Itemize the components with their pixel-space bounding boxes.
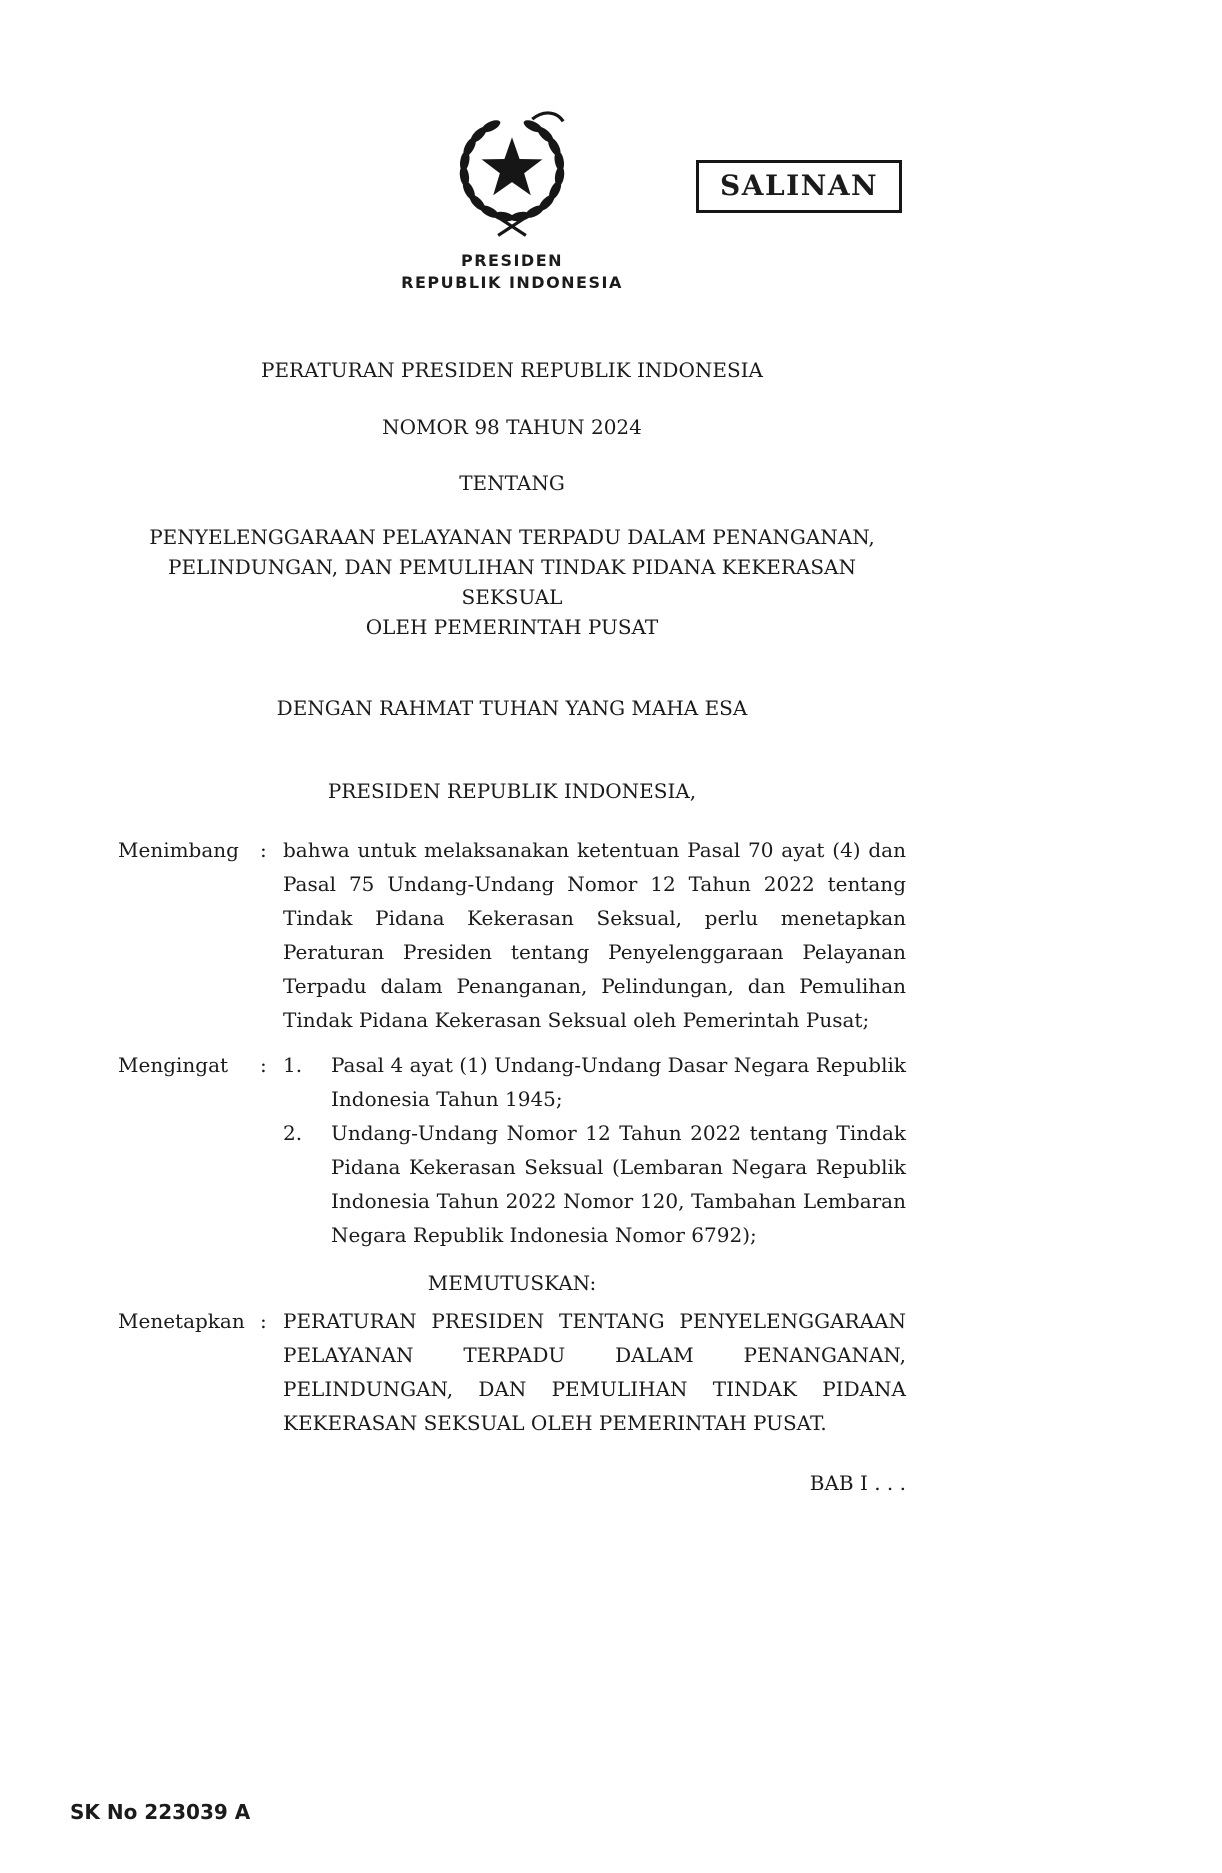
legal-item-text: Pasal 4 ayat (1) Undang-Undang Dasar Negara Republik Indonesia Tahun 1945; — [331, 1053, 906, 1111]
mengingat-colon: : — [260, 1053, 267, 1077]
emblem-wrap — [118, 103, 906, 247]
menetapkan-colon: : — [260, 1309, 267, 1333]
star-icon — [482, 137, 543, 195]
menetapkan-label: Menetapkan — [118, 1309, 245, 1333]
legal-item-number: 2. — [283, 1121, 303, 1145]
presidential-emblem-icon — [448, 103, 576, 242]
regulation-title: PERATURAN PRESIDEN REPUBLIK INDONESIA — [260, 358, 763, 382]
menimbang-colon: : — [260, 838, 267, 862]
legal-basis-item — [283, 1116, 906, 1252]
sk-document-number: SK No 223039 A — [70, 1800, 251, 1824]
menimbang-clause — [118, 833, 906, 1037]
page-continuation-marker: BAB I . . . — [809, 1471, 906, 1495]
letterhead-line1: PRESIDEN — [460, 251, 564, 270]
subject-line3: OLEH PEMERINTAH PUSAT — [365, 615, 659, 639]
subject-line1: PENYELENGGARAAN PELAYANAN TERPADU DALAM PENANGANAN, — [149, 525, 875, 549]
invocation-line: DENGAN RAHMAT TUHAN YANG MAHA ESA — [276, 696, 748, 720]
menimbang-label: Menimbang — [118, 838, 239, 862]
memutuskan-heading: MEMUTUSKAN: — [427, 1271, 597, 1295]
authority-line: PRESIDEN REPUBLIK INDONESIA, — [327, 779, 697, 803]
letterhead-line2: REPUBLIK INDONESIA — [401, 273, 623, 292]
tentang-heading: TENTANG — [459, 471, 565, 495]
regulation-number: NOMOR 98 TAHUN 2024 — [382, 415, 642, 439]
menimbang-text: bahwa untuk melaksanakan ketentuan Pasal 70 ayat (4) dan Pasal 75 Undang-Undang Nomor 12 Tahun 2022 tentang Tindak Pidana Kekerasan Seksual, perlu menetapkan Peraturan Presiden tentang Penyelenggaraan Pelayanan Terpadu dalam Penanganan, Pelindungan, dan Pemulihan Tindak Pidana Kekerasan Seksual oleh Pemerintah Pusat; — [283, 838, 906, 1032]
legal-basis-item — [283, 1048, 906, 1116]
legal-item-text: Undang-Undang Nomor 12 Tahun 2022 tentang Tindak Pidana Kekerasan Seksual (Lembaran Negara Republik Indonesia Tahun 2022 Nomor 120, Tambahan Lembaran Negara Republik Indonesia Nomor 6792); — [331, 1121, 906, 1247]
subject-line2: PELINDUNGAN, DAN PEMULIHAN TINDAK PIDANA KEKERASAN SEKSUAL — [167, 555, 857, 609]
document-content — [118, 0, 906, 1500]
mengingat-items — [283, 1048, 906, 1252]
menetapkan-text: PERATURAN PRESIDEN TENTANG PENYELENGGARAAN PELAYANAN TERPADU DALAM PENANGANAN, PELINDUNGAN, DAN PEMULIHAN TINDAK PIDANA KEKERASAN SEKSUAL OLEH PEMERINTAH PUSAT. — [283, 1309, 906, 1435]
flourish-icon — [532, 113, 563, 121]
menetapkan-clause — [118, 1304, 906, 1440]
mengingat-clause — [118, 1048, 906, 1252]
letterhead — [118, 251, 906, 294]
regulation-subject — [118, 522, 906, 642]
salinan-stamp: SALINAN — [696, 160, 902, 213]
legal-item-number: 1. — [283, 1053, 303, 1077]
mengingat-label: Mengingat — [118, 1053, 229, 1077]
